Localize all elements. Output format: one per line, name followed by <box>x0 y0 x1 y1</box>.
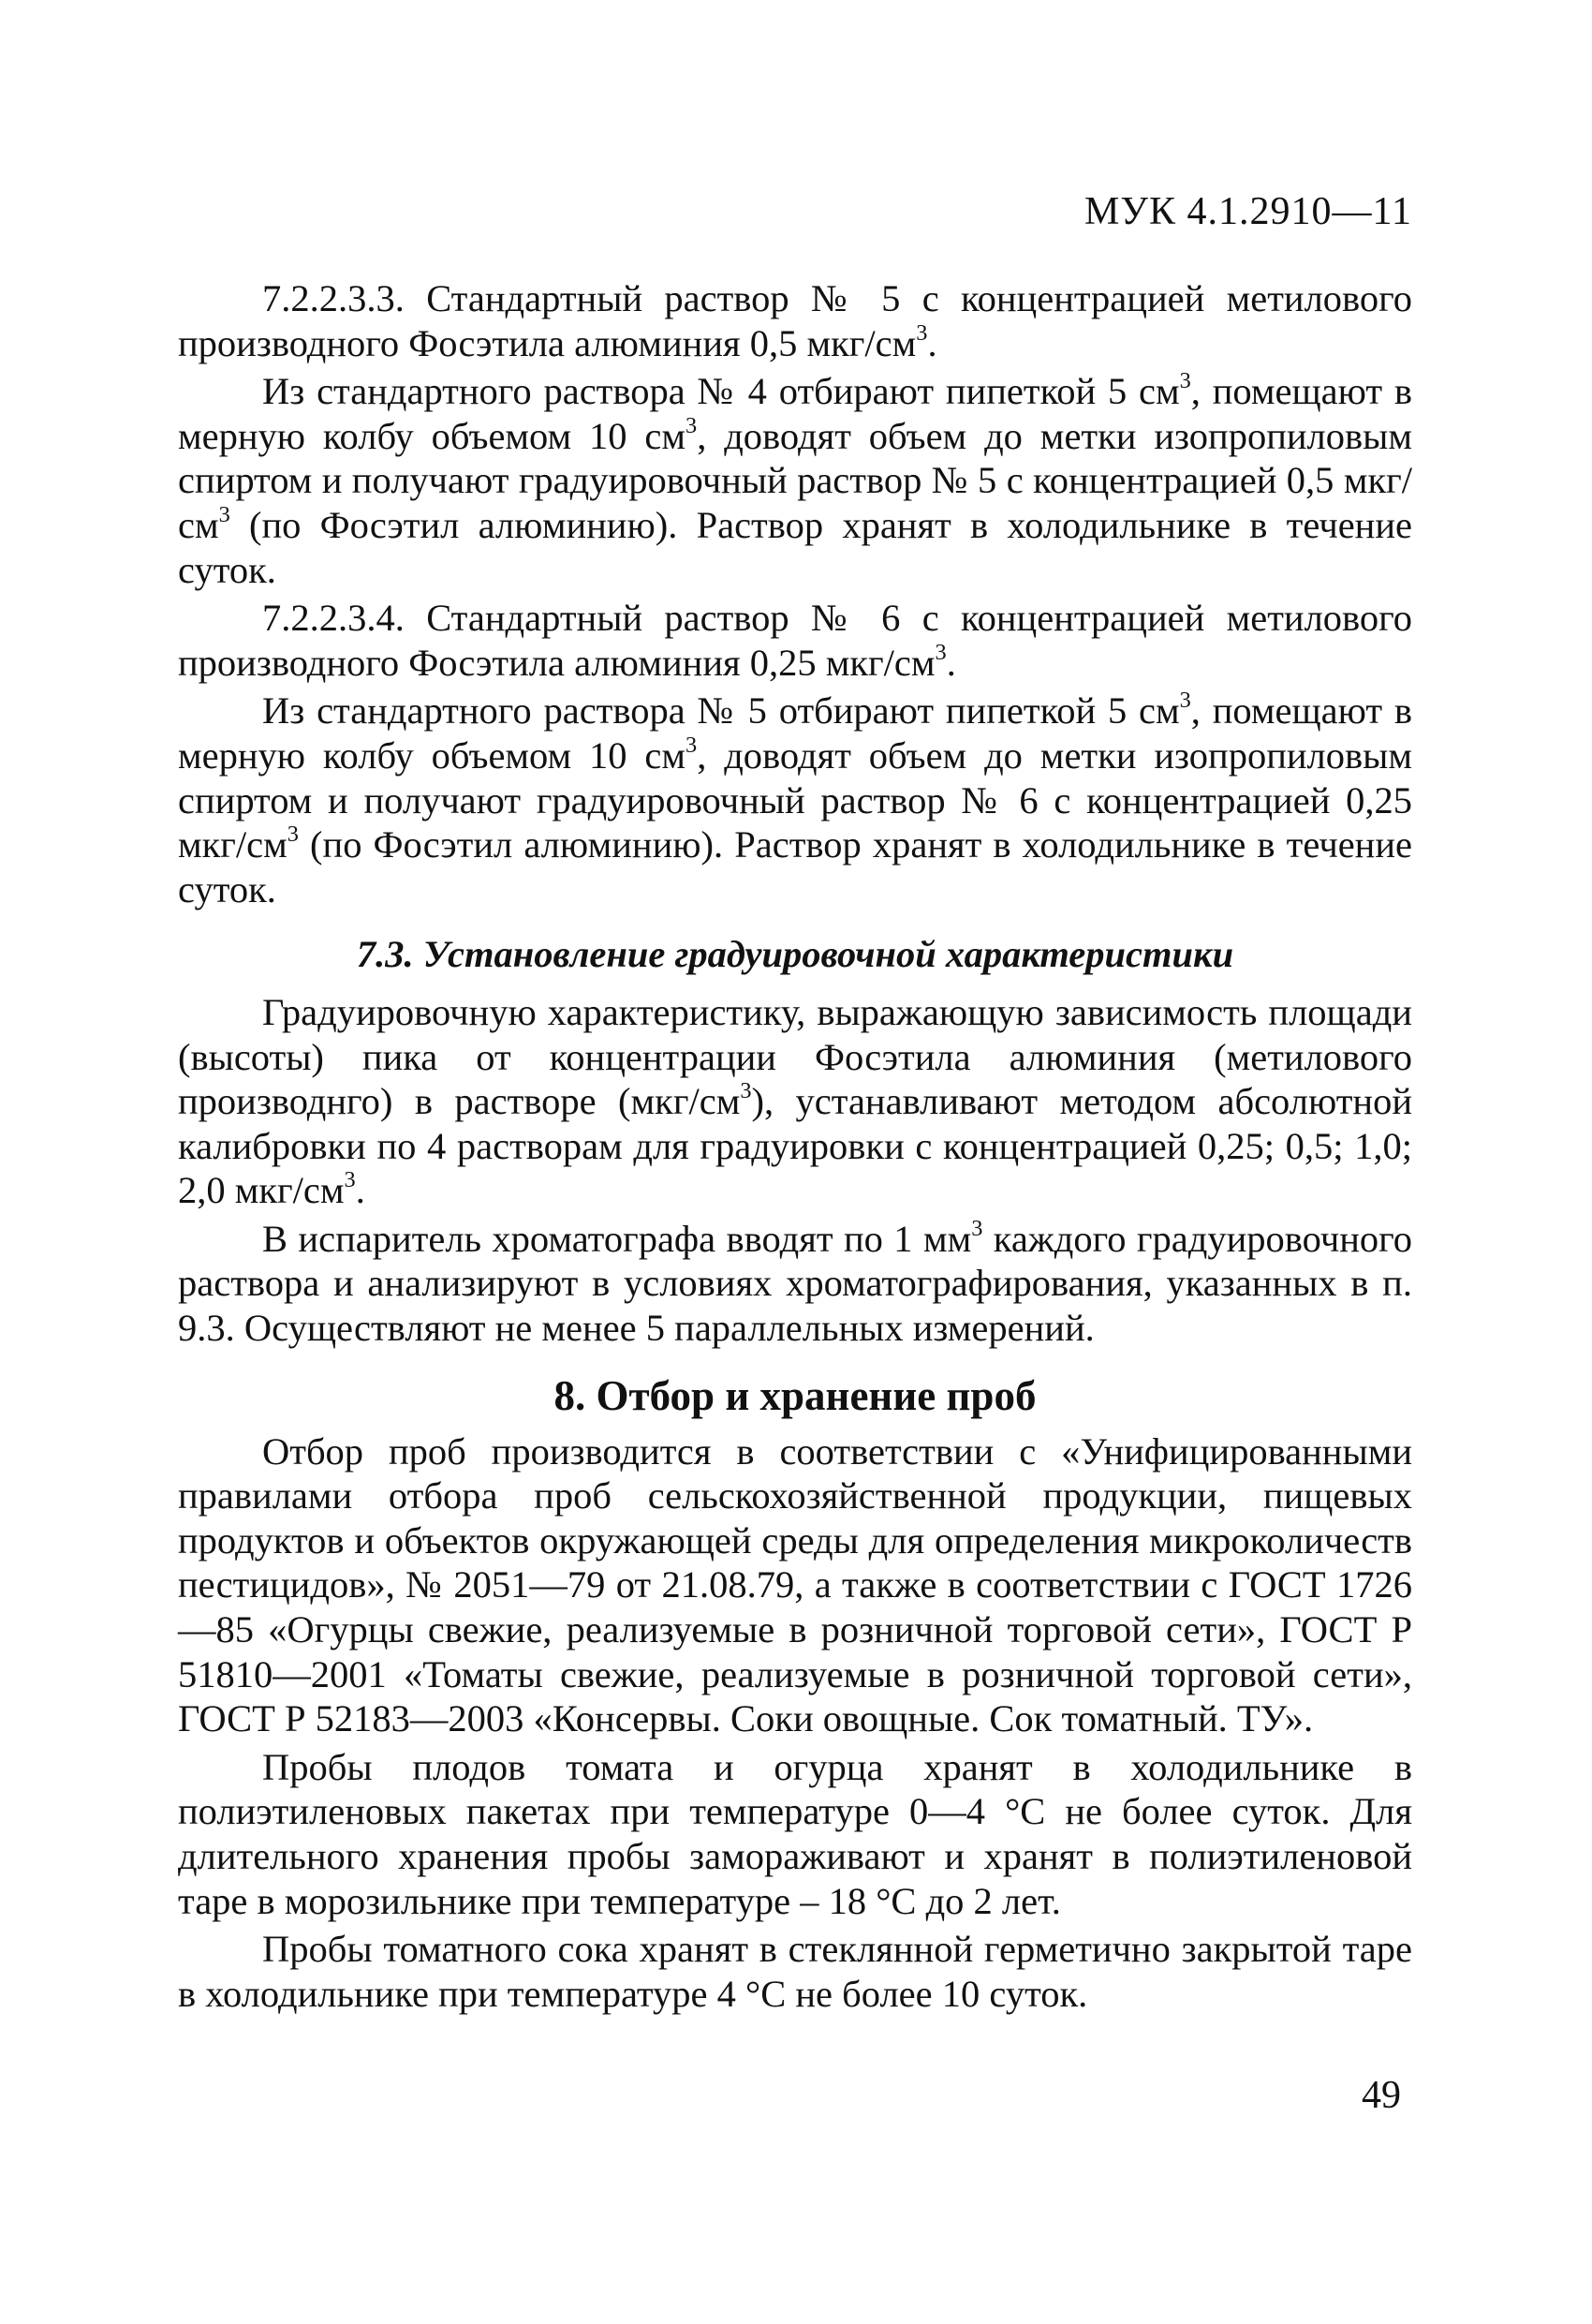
paragraph-solution-5-prep <box>178 369 1412 592</box>
superscript: 3 <box>935 639 947 665</box>
superscript: 3 <box>916 319 928 346</box>
paragraph-sampling-rules: Отбор проб производится в соответствии с «Унифицированными правилами отбора проб сельскохозяйственной продукции, пищевых продуктов и объектов окружающей среды для определения микроколичеств пестицидов», № 2051—79 от 21.08.79, а также в соответствии с ГОСТ 1726—85 «Огурцы свежие, реализуемые в розничной торговой сети», ГОСТ Р 51810—2001 «Томаты свежие, реализуемые в розничной торговой сети», ГОСТ Р 52183—2003 «Консервы. Соки овощные. Сок томатный. ТУ». <box>178 1429 1412 1740</box>
paragraph-text: , помещают в мерную колбу объемом 10 см <box>178 689 1413 777</box>
paragraph-text: Градуировочную характеристику, выражающую зависимость площади (высоты) пика от концентрации Фосэтила алюминия (метилового производнго) в растворе (мкг/см <box>178 990 1412 1123</box>
superscript: 3 <box>971 1215 983 1241</box>
paragraph-text: , доводят объем до метки изопропиловым спиртом и получают градуировочный раствор № 6 с концентрацией 0,25 мкг/см <box>178 733 1412 866</box>
document-code-header: МУК 4.1.2910—11 <box>1083 190 1412 233</box>
paragraph-text: каждого градуировочного раствора и анализируют в условиях хроматографирования, указанных в п. 9.3. Осуществляют не менее 5 параллельных измерений. <box>178 1217 1412 1350</box>
paragraph-text: 7.2.2.3.3. Стандартный раствор № 5 с концентрацией метилового производного Фосэтила алюминия 0,5 мкг/см <box>178 277 1412 364</box>
paragraph-text: . <box>946 641 956 684</box>
page-number: 49 <box>1362 2074 1401 2117</box>
page-content <box>178 276 1412 2020</box>
paragraph-text: , помещают в мерную колбу объемом 10 см <box>178 370 1413 457</box>
paragraph-calibration <box>178 990 1412 1213</box>
paragraph-text: . <box>355 1169 365 1212</box>
superscript: 3 <box>685 412 698 438</box>
paragraph-text: Из стандартного раствора № 5 отбирают пипеткой 5 см <box>262 689 1180 733</box>
paragraph-text: , доводят объем до метки изопропиловым спиртом и получают градуировочный раствор № 5 с концентрацией 0,5 мкг/см <box>178 414 1412 546</box>
paragraph-sample-storage: Пробы плодов томата и огурца хранят в холодильнике в полиэтиленовых пакетах при температуре 0—4 °С не более суток. Для длительного хранения пробы замораживают и хранят в полиэтиленовой таре в морозильнике при температуре – 18 °С до 2 лет. <box>178 1745 1412 1922</box>
superscript: 3 <box>344 1167 356 1193</box>
paragraph-injection <box>178 1217 1412 1351</box>
superscript: 3 <box>218 501 230 527</box>
paragraph-7-2-2-3-4 <box>178 596 1412 685</box>
paragraph-solution-6-prep <box>178 688 1412 911</box>
paragraph-7-2-2-3-3 <box>178 276 1412 365</box>
superscript: 3 <box>740 1078 752 1104</box>
paragraph-text: . <box>927 321 937 364</box>
paragraph-juice-storage: Пробы томатного сока хранят в стеклянной герметично закрытой таре в холодильнике при температуре 4 °С не более 10 суток. <box>178 1928 1412 2015</box>
paragraph-text: 7.2.2.3.4. Стандартный раствор № 6 с концентрацией метилового производного Фосэтила алюминия 0,25 мкг/см <box>178 597 1412 684</box>
paragraph-text: (по Фосэтил алюминию). Раствор хранят в холодильнике в течение суток. <box>178 823 1412 910</box>
subheading-7-3: 7.3. Установление градуировочной характеристики <box>356 933 1234 976</box>
superscript: 3 <box>1179 688 1191 714</box>
section-8-heading: 8. Отбор и хранение проб <box>553 1371 1037 1419</box>
superscript: 3 <box>685 732 698 758</box>
superscript: 3 <box>1179 368 1191 394</box>
paragraph-text: ), устанавливают методом абсолютной калибровки по 4 растворам для градуировки с концентрацией 0,25; 0,5; 1,0; 2,0 мкг/см <box>178 1080 1412 1212</box>
paragraph-text: В испаритель хроматографа вводят по 1 мм <box>262 1217 972 1260</box>
paragraph-text: Из стандартного раствора № 4 отбирают пипеткой 5 см <box>262 370 1180 413</box>
superscript: 3 <box>287 822 299 848</box>
paragraph-text: (по Фосэтил алюминию). Раствор хранят в холодильнике в течение суток. <box>178 503 1412 591</box>
